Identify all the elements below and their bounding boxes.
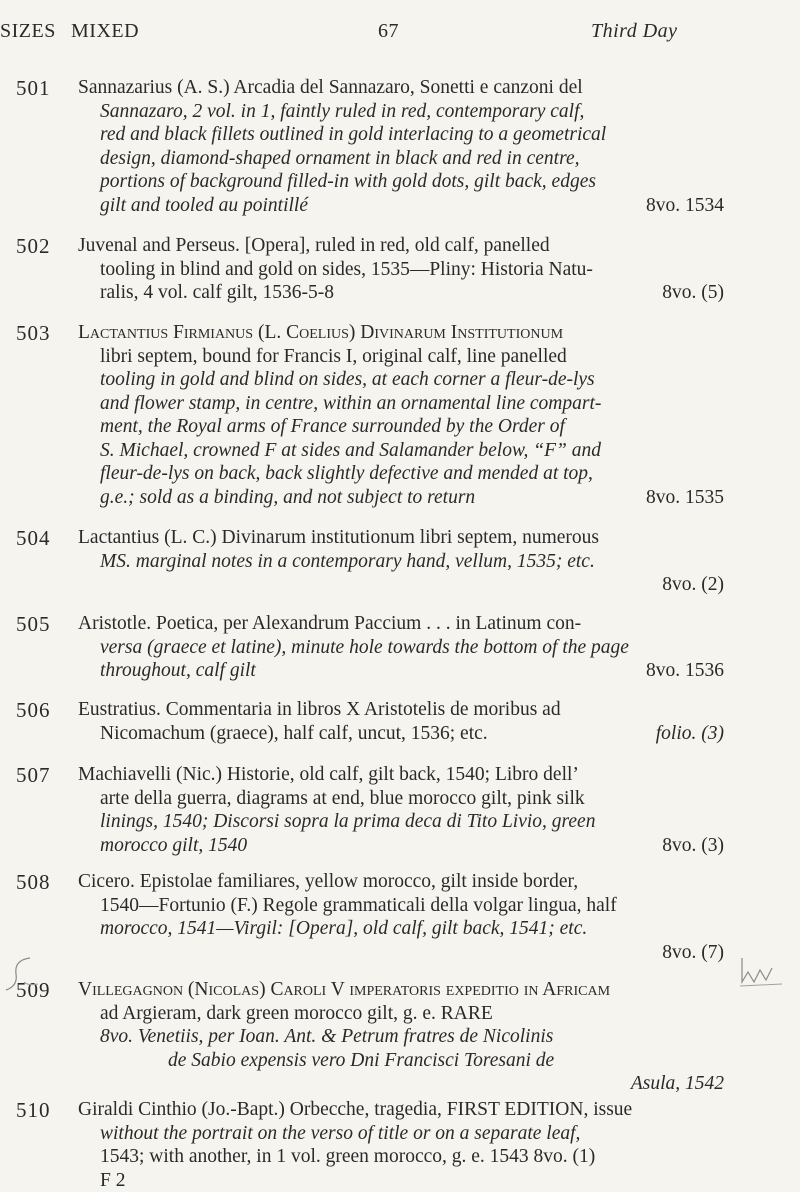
lot-description [78,698,724,745]
lot-line: arte della guerra, diagrams at end, blue morocco gilt, pink silk [78,787,724,811]
lot-line: Juvenal and Perseus. [Opera], ruled in red, old calf, panelled [78,234,724,258]
lot-line: Eustratius. Commentaria in libros X Aristotelis de moribus ad [78,698,724,722]
lot-line: 1543; with another, in 1 vol. green morocco, g. e. 1543 8vo. (1) [78,1145,724,1169]
page-header [0,20,800,50]
lot-description [78,1098,724,1192]
lot-line: g.e.; sold as a binding, and not subject to return 8vo. 1535 [78,486,724,510]
lot-description [78,321,724,509]
lot-line: S. Michael, crowned F at sides and Salamander below, “F” and [78,439,724,463]
lot-line: ment, the Royal arms of France surrounded by the Order of [78,415,724,439]
lot-line: fleur-de-lys on back, back slightly defective and mended at top, [78,462,724,486]
lot-line: MS. marginal notes in a contemporary hand, vellum, 1535; etc. [78,550,724,574]
lot-description [78,978,724,1096]
lot-line: red and black fillets outlined in gold interlacing to a geometrical [78,123,724,147]
lot-number: 508 [16,870,51,895]
lot-line: 8vo. (2) [78,573,724,597]
lot-number: 506 [16,698,51,723]
lot-description [78,763,724,857]
lot-line: 1540—Fortunio (F.) Regole grammaticali della volgar lingua, half [78,894,724,918]
lot-line: Machiavelli (Nic.) Historie, old calf, gilt back, 1540; Libro dell’ [78,763,724,787]
lot-description [78,612,724,683]
lot-number: 504 [16,526,51,551]
lot-line: 8vo. Venetiis, per Ioan. Ant. & Petrum fratres de Nicolinis [78,1025,724,1049]
pencil-bracket-mark-icon [0,954,40,994]
lot-line: linings, 1540; Discorsi sopra la prima deca di Tito Livio, green [78,810,724,834]
lot-line: morocco gilt, 1540 8vo. (3) [78,834,724,858]
lot-number: 507 [16,763,51,788]
lot-number: 501 [16,76,51,101]
lot-line: Lactantius (L. C.) Divinarum institutionum libri septem, numerous [78,526,724,550]
lot-line: design, diamond-shaped ornament in black and red in centre, [78,147,724,171]
lot-number: 503 [16,321,51,346]
lot-line: Sannazaro, 2 vol. in 1, faintly ruled in red, contemporary calf, [78,100,724,124]
lot-number: 509 [16,978,51,1003]
lot-line: de Sabio expensis vero Dni Francisci Toresani de [78,1049,724,1073]
lot-line: Giraldi Cinthio (Jo.-Bapt.) Orbecche, tragedia, FIRST EDITION, issue [78,1098,724,1122]
lot-number: 510 [16,1098,51,1123]
lot-line: Lactantius Firmianus (L. Coelius) Divinarum Institutionum [78,321,724,345]
lot-line: without the portrait on the verso of title or on a separate leaf, [78,1122,724,1146]
lot-line: libri septem, bound for Francis I, original calf, line panelled [78,345,724,369]
lot-line: ralis, 4 vol. calf gilt, 1536-5-8 8vo. (5) [78,281,724,305]
lot-line: Cicero. Epistolae familiares, yellow morocco, gilt inside border, [78,870,724,894]
lot-line: tooling in blind and gold on sides, 1535—Pliny: Historia Natu- [78,258,724,282]
header-day: Third Day [591,20,678,43]
lot-number: 505 [16,612,51,637]
lot-line: and flower stamp, in centre, within an ornamental line compart- [78,392,724,416]
lot-description [78,234,724,305]
pencil-annotation-icon [738,954,788,990]
lot-line: morocco, 1541—Virgil: [Opera], old calf, gilt back, 1541; etc. [78,917,724,941]
lot-line: Aristotle. Poetica, per Alexandrum Paccium . . . in Latinum con- [78,612,724,636]
lot-description [78,526,724,597]
header-sizes: SIZES [0,20,56,43]
page-number: 67 [378,20,399,43]
lot-line: Sannazarius (A. S.) Arcadia del Sannazaro, Sonetti e canzoni del [78,76,724,100]
lot-description [78,870,724,964]
lot-line: Nicomachum (graece), half calf, uncut, 1536; etc. folio. (3) [78,722,724,746]
lot-line: F 2 [78,1169,724,1192]
lot-line: versa (graece et latine), minute hole towards the bottom of the page [78,636,724,660]
lot-line: gilt and tooled au pointillé 8vo. 1534 [78,194,724,218]
lot-number: 502 [16,234,51,259]
lot-line: Villegagnon (Nicolas) Caroli V imperatoris expeditio in Africam [78,978,724,1002]
lot-line: throughout, calf gilt 8vo. 1536 [78,659,724,683]
lot-line: tooling in gold and blind on sides, at each corner a fleur-de-lys [78,368,724,392]
lot-line: ad Argieram, dark green morocco gilt, g. e. RARE [78,1002,724,1026]
header-mixed: MIXED [71,20,139,43]
lot-description [78,76,724,217]
lot-line: Asula, 1542 [78,1072,724,1096]
lot-line: 8vo. (7) [78,941,724,965]
lot-line: portions of background filled-in with gold dots, gilt back, edges [78,170,724,194]
